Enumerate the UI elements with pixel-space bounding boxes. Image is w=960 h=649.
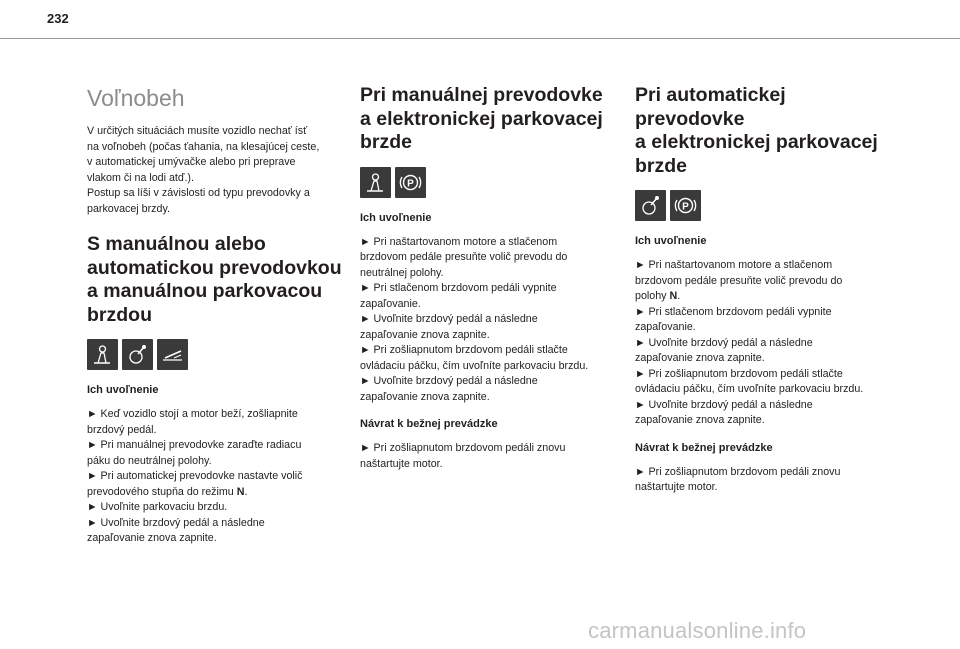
step-line: zapaľovanie znova zapnite. — [635, 414, 765, 426]
header-rule — [0, 38, 960, 39]
step-line: ► Pri zošliapnutom brzdovom pedáli znovu — [635, 465, 841, 478]
manual-gearbox-icon — [87, 339, 118, 370]
step-list — [635, 465, 897, 496]
step-line: ► Pri zošliapnutom brzdovom pedáli stlačte — [635, 367, 843, 380]
step-list — [360, 441, 622, 472]
step-line: ► Pri stlačenom brzdovom pedáli vypnite — [635, 305, 832, 318]
intro-text — [87, 124, 349, 217]
step-line: ► Uvoľnite brzdový pedál a následne — [87, 516, 265, 529]
step-line: ► Uvoľnite brzdový pedál a následne — [360, 313, 538, 325]
step-line: brzdovom pedále presuňte volič prevodu do — [360, 251, 568, 263]
step-line: ► Uvoľnite brzdový pedál a následne — [360, 375, 538, 387]
section-heading: Pri manuálnej prevodovke a elektronickej parkovacej brzde — [360, 84, 603, 153]
step-line: polohy N. — [635, 290, 681, 302]
column-manual-electronic — [360, 80, 622, 472]
subheading-return: Návrat k bežnej prevádzke — [635, 441, 773, 454]
page-title: Voľnobeh — [87, 85, 185, 111]
step-line: ► Uvoľnite brzdový pedál a následne — [635, 336, 813, 349]
electric-parking-brake-icon — [670, 190, 701, 221]
icon-row — [87, 339, 349, 370]
subheading-return: Návrat k bežnej prevádzke — [360, 418, 498, 430]
step-line: naštartujte motor. — [635, 481, 718, 493]
step-line: naštartujte motor. — [360, 457, 443, 470]
step-line: ► Pri automatickej prevodovke nastavte volič — [87, 470, 303, 482]
step-line: zapaľovanie. — [360, 297, 421, 310]
step-line: ► Pri zošliapnutom brzdovom pedáli znovu — [360, 442, 566, 454]
step-line: zapaľovanie znova zapnite. — [635, 352, 765, 364]
step-line: zapaľovanie znova zapnite. — [360, 328, 490, 341]
intro-line: vlakom či na lodi atď.). — [87, 171, 194, 184]
intro-line: Postup sa líši v závislosti od typu prevodovky a — [87, 187, 310, 199]
step-list — [360, 235, 622, 406]
step-line: prevodového stupňa do režimu N. — [87, 485, 248, 498]
step-line: ► Pri stlačenom brzdovom pedáli vypnite — [360, 282, 557, 294]
intro-line: V určitých situáciách musíte vozidlo nechať ísť — [87, 125, 308, 137]
step-list — [635, 258, 897, 429]
step-line: ► Pri naštartovanom motore a stlačenom — [360, 235, 558, 248]
step-line: ► Pri manuálnej prevodovke zaraďte radiacu — [87, 439, 302, 451]
intro-line: parkovacej brzdy. — [87, 202, 170, 215]
subheading-release: Ich uvoľnenie — [635, 235, 707, 247]
step-line: ovládaciu páčku, čím uvoľníte parkovaciu brzdu. — [635, 383, 864, 395]
section-heading: Pri automatickej prevodovke a elektronickej parkovacej brzde — [635, 84, 878, 177]
automatic-gearbox-icon — [635, 190, 666, 221]
automatic-gearbox-icon — [122, 339, 153, 370]
step-line: zapaľovanie znova zapnite. — [87, 532, 217, 544]
watermark: carmanualsonline.info — [588, 618, 807, 643]
step-line: ► Uvoľnite parkovaciu brzdu. — [87, 501, 228, 513]
manual-parking-brake-icon — [157, 339, 188, 370]
step-line: páku do neutrálnej polohy. — [87, 454, 212, 467]
step-line: ► Pri zošliapnutom brzdovom pedáli stlačte — [360, 344, 568, 356]
step-list — [87, 407, 349, 547]
page-number: 232 — [47, 11, 69, 26]
step-line: ► Pri naštartovanom motore a stlačenom — [635, 259, 833, 271]
svg-text:P: P — [407, 178, 414, 189]
step-line: neutrálnej polohy. — [360, 266, 444, 279]
step-line: brzdovom pedále presuňte volič prevodu do — [635, 274, 843, 287]
step-line: brzdový pedál. — [87, 423, 157, 436]
subheading-release: Ich uvoľnenie — [360, 211, 432, 224]
step-line: zapaľovanie znova zapnite. — [360, 390, 490, 403]
svg-text:P: P — [682, 201, 689, 213]
section-heading: S manuálnou alebo automatickou prevodovkou a manuálnou parkovacou brzdou — [87, 233, 342, 326]
column-neutral-intro — [87, 80, 349, 547]
step-line: zapaľovanie. — [635, 321, 696, 333]
intro-line: v automatickej umývačke alebo pri preprave — [87, 156, 296, 168]
step-line: ► Keď vozidlo stojí a motor beží, zošliapnite — [87, 408, 298, 420]
step-line: ovládaciu páčku, čím uvoľníte parkovaciu brzdu. — [360, 359, 589, 372]
electric-parking-brake-icon — [395, 167, 426, 198]
intro-line: na voľnobeh (počas ťahania, na klesajúcej ceste, — [87, 140, 320, 153]
column-automatic-electronic — [635, 80, 897, 496]
manual-gearbox-icon — [360, 167, 391, 198]
icon-row — [360, 167, 622, 198]
icon-row — [635, 190, 897, 221]
step-line: ► Uvoľnite brzdový pedál a následne — [635, 398, 813, 411]
subheading-release: Ich uvoľnenie — [87, 384, 159, 396]
